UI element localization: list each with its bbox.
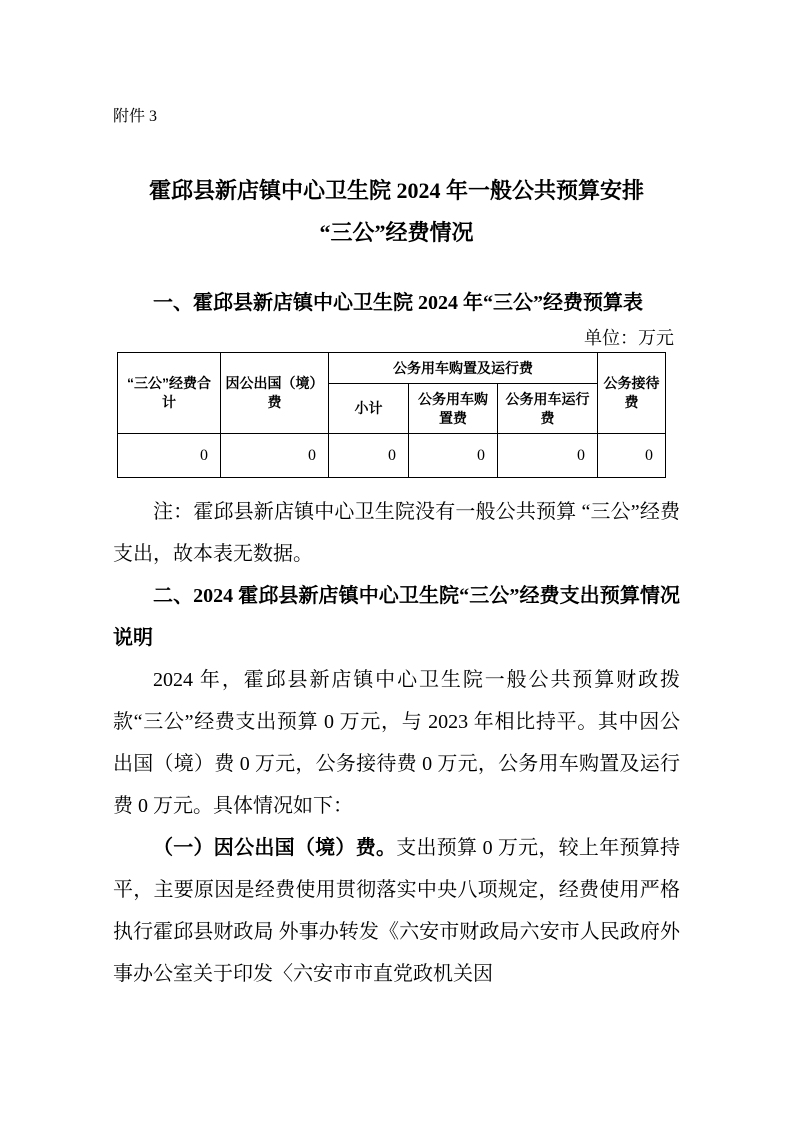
three-public-budget-table bbox=[117, 352, 666, 478]
col-header-subtotal: 小计 bbox=[329, 384, 409, 434]
section2-item-1 bbox=[113, 827, 680, 995]
section1-heading: 一、霍邱县新店镇中心卫生院 2024 年“三公”经费预算表 bbox=[153, 292, 643, 314]
col-header-reception: 公务接待费 bbox=[598, 353, 666, 434]
table-header-row-1 bbox=[118, 353, 666, 384]
unit-label: 单位：万元 bbox=[584, 328, 674, 348]
section2-paragraph-1: 2024 年，霍邱县新店镇中心卫生院一般公共预算财政拨款“三公”经费支出预算 0 万元，与 2023 年相比持平。其中因公出国（境）费 0 万元，公务接待费 0 万元，公务用车购置及运行费 0 万元。具体情况如下： bbox=[113, 669, 680, 817]
col-header-abroad: 因公出国（境）费 bbox=[221, 353, 329, 434]
col-header-total: “三公”经费合计 bbox=[118, 353, 221, 434]
item1-label: （一）因公出国（境）费。 bbox=[153, 837, 397, 859]
col-header-vehicle-group: 公务用车购置及运行费 bbox=[329, 353, 598, 384]
value-purchase: 0 bbox=[409, 434, 498, 478]
note-paragraph: 注：霍邱县新店镇中心卫生院没有一般公共预算 “三公”经费支出，故本表无数据。 bbox=[113, 501, 680, 565]
table-data-row bbox=[118, 434, 666, 478]
document-body bbox=[113, 491, 680, 995]
value-subtotal: 0 bbox=[329, 434, 409, 478]
value-operation: 0 bbox=[498, 434, 598, 478]
document-title-line1: 霍邱县新店镇中心卫生院 2024 年一般公共预算安排 bbox=[148, 178, 644, 203]
col-header-purchase: 公务用车购置费 bbox=[409, 384, 498, 434]
document-title-line2: “三公”经费情况 bbox=[319, 220, 474, 245]
col-header-operation: 公务用车运行费 bbox=[498, 384, 598, 434]
value-abroad: 0 bbox=[221, 434, 329, 478]
attachment-label: 附件 3 bbox=[113, 108, 158, 125]
value-reception: 0 bbox=[598, 434, 666, 478]
document-title bbox=[113, 170, 680, 254]
item1-text: 支出预算 0 万元，较上年预算持平，主要原因是经费使用贯彻落实中央八项规定，经费使用严格执行霍邱县财政局 外事办转发《六安市财政局六安市人民政府外事办公室关于印发〈六安市市直党政机关因 bbox=[113, 837, 681, 985]
value-total: 0 bbox=[118, 434, 221, 478]
section2-heading: 二、2024 霍邱县新店镇中心卫生院“三公”经费支出预算情况说明 bbox=[113, 585, 680, 649]
